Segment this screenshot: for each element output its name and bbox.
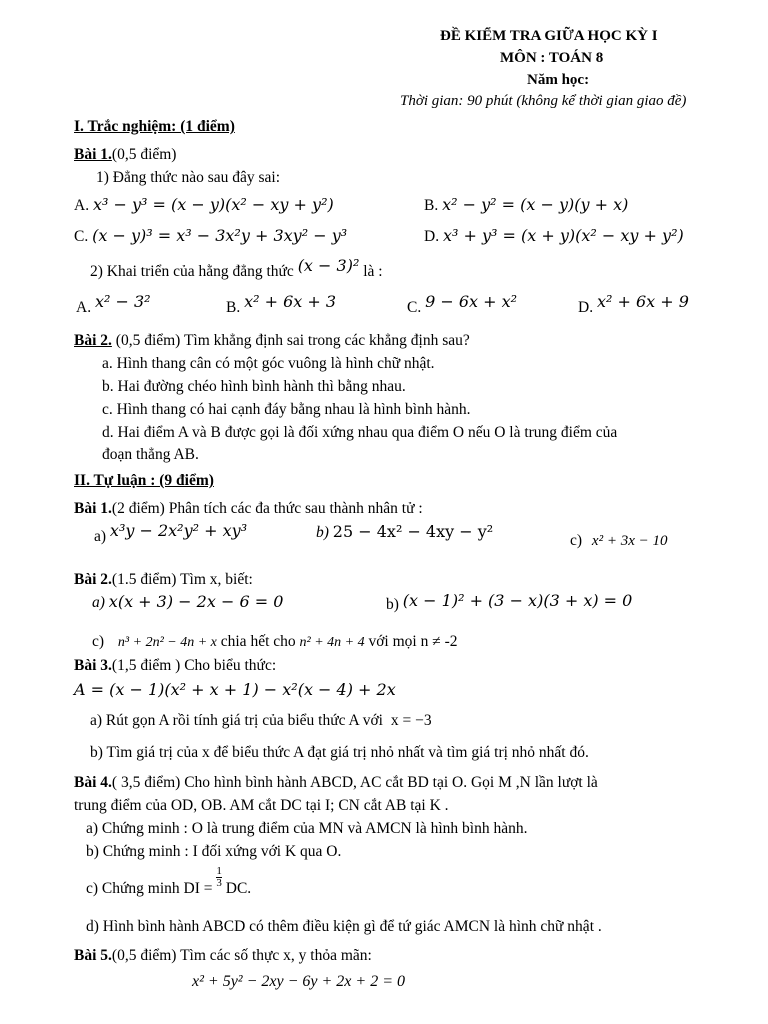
- item-text: a) Rút gọn A rồi tính giá trị của biểu thức A với: [90, 712, 383, 729]
- item-text-end: DC.: [225, 880, 252, 898]
- item-label: c): [92, 633, 105, 650]
- q2-expr: (x − 3)²: [297, 256, 360, 275]
- p2-bai3-a: [90, 712, 432, 730]
- fraction-one-third: [216, 866, 222, 889]
- option-letter: D.: [578, 299, 594, 316]
- option-letter: C.: [74, 228, 89, 245]
- p2-bai1-text: (2 điểm) Phân tích các đa thức sau thành nhân tử :: [111, 500, 423, 517]
- option-expr: x² − y² = (x − y)(y + x): [442, 195, 629, 214]
- p2-bai5-label: Bài 5.: [74, 947, 112, 964]
- item-value: x = −3: [390, 712, 432, 729]
- q2-option-d: [578, 292, 689, 317]
- q2-option-a: [76, 292, 151, 317]
- p2-bai3-expr: A = (x − 1)(x² + x + 1) − x²(x − 4) + 2x: [74, 680, 396, 699]
- p2-bai4-label: Bài 4.: [74, 774, 112, 791]
- part1-heading: I. Trắc nghiệm: (1 điểm): [74, 118, 235, 135]
- p2-bai4-text1: ( 3,5 điểm) Cho hình bình hành ABCD, AC cắt BD tại O. Gọi M ,N lần lượt là: [111, 774, 598, 791]
- q1-option-b: [424, 195, 628, 215]
- bai2-option-b: b. Hai đường chéo hình bình hành thì bằng nhau.: [102, 378, 406, 395]
- exam-title: ĐỀ KIỂM TRA GIỮA HỌC KỲ I: [440, 28, 658, 44]
- item-label: b): [386, 596, 399, 613]
- p2-bai3-label: Bài 3.: [74, 657, 112, 674]
- p2-bai1-b: [316, 522, 493, 542]
- item-expr: 25 − 4x² − 4xy − y²: [332, 522, 494, 541]
- option-expr: x² + 6x + 9: [596, 292, 689, 311]
- bai2-option-d: d. Hai điểm A và B được gọi là đối xứng nhau qua điểm O nếu O là trung điểm của: [102, 424, 618, 441]
- item-text-end: với mọi n ≠ -2: [368, 633, 458, 650]
- p2-bai3-header: [74, 657, 276, 675]
- p2-bai3-b: b) Tìm giá trị của x để biểu thức A đạt giá trị nhỏ nhất và tìm giá trị nhỏ nhất đó.: [90, 744, 589, 761]
- p2-bai4-c: [86, 865, 252, 898]
- exam-subject: MÔN : TOÁN 8: [500, 50, 604, 66]
- exam-time: Thời gian: 90 phút (không kể thời gian giao đề): [400, 93, 687, 109]
- p2-bai4-header: [74, 774, 598, 792]
- bai2-option-c: c. Hình thang có hai cạnh đáy bằng nhau là hình bình hành.: [102, 401, 471, 418]
- option-expr: x² + 6x + 3: [244, 292, 337, 311]
- p2-bai1-header: [74, 500, 423, 518]
- q2-option-c: [407, 292, 518, 317]
- p2-bai4-d: d) Hình bình hành ABCD có thêm điều kiện gì để tứ giác AMCN là hình chữ nhật .: [86, 918, 602, 935]
- option-expr: x³ − y³ = (x − y)(x² − xy + y²): [92, 195, 334, 214]
- q2-suffix: là :: [363, 263, 383, 280]
- item-label: b): [316, 524, 329, 541]
- option-letter: A.: [76, 299, 92, 316]
- q1-option-a: [74, 195, 334, 215]
- p2-bai2-c: [92, 633, 458, 651]
- bai1-label: Bài 1.: [74, 146, 112, 163]
- p2-bai1-c: [570, 532, 667, 550]
- option-expr: x³ + y³ = (x + y)(x² − xy + y²): [442, 226, 684, 245]
- item-expr: x² + 3x − 10: [591, 533, 668, 549]
- bai2-header: [74, 332, 470, 350]
- bai2-text: (0,5 điểm) Tìm khẳng định sai trong các khẳng định sau?: [115, 332, 470, 349]
- bai1-q2: [90, 256, 383, 281]
- item-expr: x(x + 3) − 2x − 6 = 0: [108, 592, 284, 611]
- bai2-label: Bài 2.: [74, 332, 112, 349]
- p2-bai1-label: Bài 1.: [74, 500, 112, 517]
- q2-option-b: [226, 292, 337, 317]
- q2-prefix: 2) Khai triển của hằng đẳng thức: [90, 263, 294, 280]
- option-letter: C.: [407, 299, 422, 316]
- exam-year: Năm học:: [527, 72, 590, 88]
- bai1-points: (0,5 điểm): [111, 146, 177, 163]
- option-letter: D.: [424, 228, 440, 245]
- bai2-option-d-cont: đoạn thẳng AB.: [102, 446, 199, 463]
- p2-bai4-b: b) Chứng minh : I đối xứng với K qua O.: [86, 843, 342, 860]
- fraction-denominator: 3: [216, 877, 222, 889]
- option-letter: A.: [74, 197, 90, 214]
- option-letter: B.: [226, 299, 241, 316]
- p2-bai5-text: (0,5 điểm) Tìm các số thực x, y thỏa mãn:: [111, 947, 372, 964]
- p2-bai5-expr: x² + 5y² − 2xy − 6y + 2x + 2 = 0: [192, 973, 405, 990]
- item-expr: x³y − 2x²y² + xy³: [109, 521, 248, 540]
- fraction-numerator: 1: [216, 865, 222, 877]
- p2-bai4-text2: trung điểm của OD, OB. AM cắt DC tại I; CN cắt AB tại K .: [74, 797, 449, 814]
- item-text: c) Chứng minh DI =: [86, 880, 213, 898]
- p2-bai2-b: [386, 591, 633, 614]
- p2-bai2-a: [92, 592, 283, 612]
- item-text: chia hết cho: [220, 633, 296, 650]
- bai1-header: [74, 146, 176, 164]
- p2-bai5-header: [74, 947, 372, 965]
- bai1-q1: 1) Đẳng thức nào sau đây sai:: [96, 169, 281, 186]
- p2-bai2-label: Bài 2.: [74, 571, 112, 588]
- option-letter: B.: [424, 197, 439, 214]
- p2-bai2-text: (1.5 điểm) Tìm x, biết:: [111, 571, 253, 588]
- q1-option-c: [74, 226, 347, 246]
- option-expr: (x − y)³ = x³ − 3x²y + 3xy² − y³: [92, 226, 348, 245]
- p2-bai2-header: [74, 571, 253, 589]
- item-expr: (x − 1)² + (3 − x)(3 + x) = 0: [402, 591, 633, 610]
- q1-option-d: [424, 226, 684, 246]
- p2-bai1-a: [94, 521, 248, 546]
- p2-bai3-text: (1,5 điểm ) Cho biểu thức:: [111, 657, 277, 674]
- option-expr: x² − 3²: [94, 292, 151, 311]
- part2-heading: II. Tự luận : (9 điểm): [74, 472, 214, 489]
- item-label: a): [92, 594, 105, 611]
- item-expr-2: n² + 4n + 4: [299, 635, 365, 650]
- item-label: c): [570, 532, 583, 549]
- option-expr: 9 − 6x + x²: [425, 292, 518, 311]
- item-expr: n³ + 2n² − 4n + x: [117, 635, 217, 650]
- p2-bai4-a: a) Chứng minh : O là trung điểm của MN và AMCN là hình bình hành.: [86, 820, 528, 837]
- bai2-option-a: a. Hình thang cân có một góc vuông là hình chữ nhật.: [102, 355, 435, 372]
- item-label: a): [94, 528, 107, 545]
